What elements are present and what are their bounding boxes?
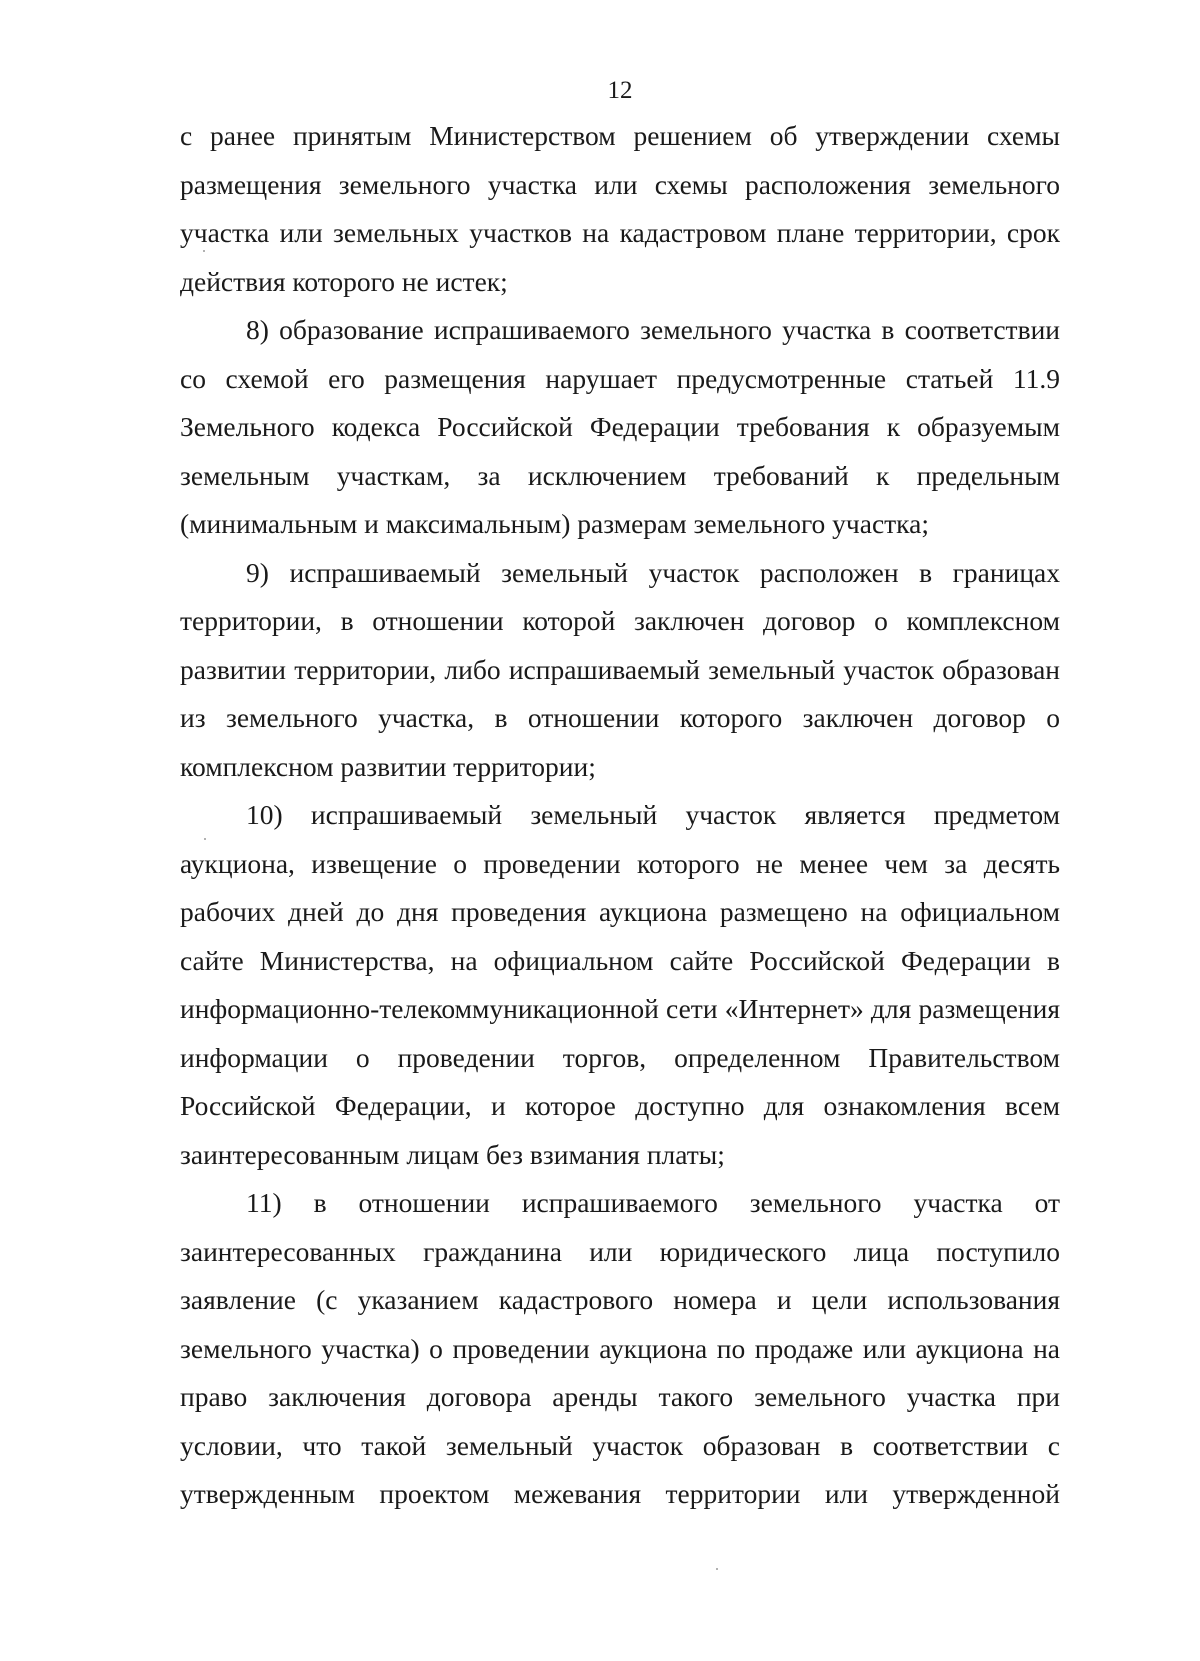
- paragraph-item-8: 8) образование испрашиваемого земельного участка в соответствии со схемой его размещения нарушает предусмотренные статьей 11.9 Земельного кодекса Российской Федерации требования к образуемым земельным участкам, за исключением требований к предельным (минимальным и максимальным) размерам земельного участка;: [180, 314, 1060, 539]
- scan-speck: [203, 250, 205, 252]
- page-number: 12: [607, 77, 633, 104]
- paragraph-item-11: 11) в отношении испрашиваемого земельного участка от заинтересованных гражданина или юридического лица поступило заявление (с указанием кадастрового номера и цели использования земельного участка) о проведении аукциона по продаже или аукциона на право заключения договора аренды такого земельного участка при условии, что такой земельный участок образован в соответствии с утвержденным проектом межевания территории или утвержденной: [180, 1187, 1060, 1509]
- paragraph-continuation: с ранее принятым Министерством решением об утверждении схемы размещения земельного участка или схемы расположения земельного участка или земельных участков на кадастровом плане территории, срок действия которого не истек;: [180, 120, 1060, 297]
- scan-speck: [716, 1568, 718, 1570]
- document-body: [180, 112, 1060, 1519]
- paragraph-item-10: 10) испрашиваемый земельный участок является предметом аукциона, извещение о проведении которого не менее чем за десять рабочих дней до дня проведения аукциона размещено на официальном сайте Министерства, на официальном сайте Российской Федерации в информационно-телекоммуникационной сети «Интернет» для размещения информации о проведении торгов, определенном Правительством Российской Федерации, и которое доступно для ознакомления всем заинтересованным лицам без взимания платы;: [180, 799, 1060, 1170]
- paragraph-item-9: 9) испрашиваемый земельный участок расположен в границах территории, в отношении которой заключен договор о комплексном развитии территории, либо испрашиваемый земельный участок образован из земельного участка, в отношении которого заключен договор о комплексном развитии территории;: [180, 556, 1060, 782]
- scan-speck: [204, 838, 206, 840]
